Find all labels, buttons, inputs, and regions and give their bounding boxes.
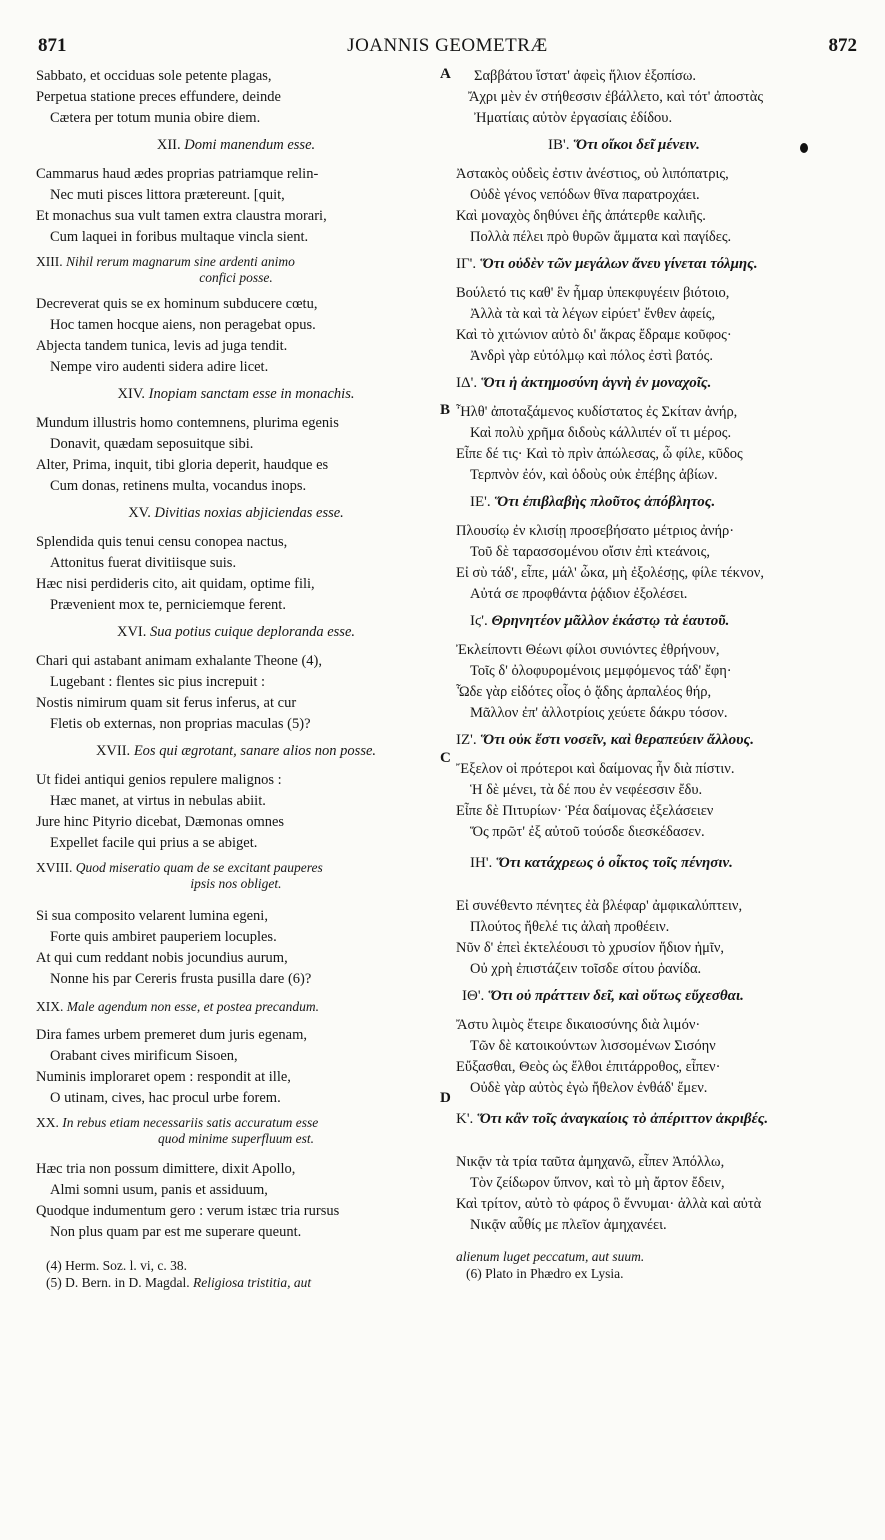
verse-line: Si sua composito velarent lumina egeni,	[36, 908, 268, 924]
greek-epigram	[456, 521, 866, 605]
verse-line: Hæc nisi perdideris cito, ait quidam, optime fili,	[36, 576, 315, 592]
verse-line: Perpetua statione preces effundere, deinde	[36, 89, 281, 105]
greek-epigram	[456, 759, 866, 843]
verse-line: Sabbato, et occiduas sole petente plagas,	[36, 68, 272, 84]
verse-line: Cætera per totum munia obire diem.	[50, 110, 261, 126]
verse-line: Cum donas, retinens multa, vocandus inops.	[50, 478, 307, 494]
latin-epigram	[36, 906, 436, 990]
latin-epigram	[36, 164, 436, 248]
verse-line: Ἡ δὲ μένει, τὰ δέ που ἐν νεφέεσσιν ἔδυ.	[470, 782, 703, 798]
margin-marker-a: A	[440, 66, 451, 82]
verse-line: Ἄχρι μὲν ἐν στήθεσσιν ἐβάλλετο, καὶ τότ' ἀποστὰς	[468, 89, 764, 105]
verse-line: Τοῦ δὲ ταρασσομένου οἴσιν ἐπὶ κτεάνοις,	[470, 544, 710, 560]
page-header	[38, 35, 857, 59]
section-heading: XIX. Male agendum non esse, et postea precandum.	[36, 999, 319, 1014]
verse-line: Ἐκλείποντι Θέωνι φίλοι συνιόντες ἐθρήνουν,	[456, 642, 720, 658]
section-heading: ΙΘ'. Ὅτι οὐ πράττειν δεῖ, καὶ οὕτως εὔχεσθαι.	[462, 988, 744, 1004]
verse-line: Ut fidei antiqui genios repulere malignos :	[36, 772, 282, 788]
verse-line: Forte quis ambiret pauperiem locuples.	[50, 929, 277, 945]
section-heading: XIII. Nihil rerum magnarum sine ardenti animo confici posse.	[36, 254, 295, 285]
verse-line: Εἶπε δέ τις· Καὶ τὸ πρὶν ἀπώλεσας, ὦ φίλε, κῦδος	[456, 446, 743, 462]
verse-line: Hæc tria non possum dimittere, dixit Apollo,	[36, 1161, 296, 1177]
greek-epigram	[456, 402, 866, 486]
footnote: (5) D. Bern. in D. Magdal. Religiosa tristitia, aut	[46, 1275, 312, 1290]
verse-line: Orabant cives mirificum Sisoen,	[50, 1048, 238, 1064]
greek-column	[456, 66, 866, 1282]
latin-epigram	[36, 1159, 436, 1243]
latin-epigram	[36, 1025, 436, 1109]
verse-line: Καὶ μοναχὸς δηθύνει ἐῆς ἀπάτερθε καλιῆς.	[456, 208, 706, 224]
section-heading: XX. In rebus etiam necessariis satis accuratum esse quod minime superfluum est.	[36, 1115, 319, 1146]
verse-line: Hoc tamen hocque aiens, non peragebat opus.	[50, 317, 316, 333]
section-heading: XVI. Sua potius cuique deploranda esse.	[116, 624, 356, 640]
greek-intro	[456, 66, 866, 129]
running-title: JOANNIS GEOMETRÆ	[347, 35, 548, 56]
verse-line: Numinis imploraret opem : respondit at ille,	[36, 1069, 291, 1085]
section-heading: ΙΖ'. Ὅτι οὐκ ἔστι νοσεῖν, καὶ θεραπεύειν ἄλλους.	[456, 732, 754, 748]
section-heading: XIV. Inopiam sanctam esse in monachis.	[117, 386, 355, 402]
section-heading: ΙΒ'. Ὅτι οἴκοι δεῖ μένειν.	[548, 137, 700, 153]
verse-line: Alter, Prima, inquit, tibi gloria deperit, haudque es	[36, 457, 329, 473]
verse-line: Τῶν δὲ κατοικούντων λισσομένων Σισόην	[470, 1038, 716, 1054]
greek-epigram	[456, 164, 866, 248]
verse-line: Εἶπε δὲ Πιτυρίων· Ῥέα δαίμονας ἐξελάσειεν	[456, 803, 714, 819]
section-heading: ΙΔ'. Ὅτι ἡ ἀκτημοσύνη ἁγνὴ ἐν μοναχοῖς.	[456, 375, 712, 391]
verse-line: Ἔξελον οἱ πρότεροι καὶ δαίμονας ἦν διὰ πίστιν.	[456, 761, 735, 777]
section-heading: ΙΕ'. Ὅτι ἐπιβλαβὴς πλοῦτος ἀπόβλητος.	[470, 494, 716, 510]
verse-line: Ἀνδρὶ γὰρ εὐτόλμῳ καὶ πόλος ἐστὶ βατός.	[470, 348, 714, 364]
verse-line: Μᾶλλον ἐπ' ἀλλοτρίοις χεύετε δάκρυ τόσον.	[470, 705, 728, 721]
verse-line: Τοῖς δ' ὀλοφυρομένοις μεμφόμενος τάδ' ἔφη·	[470, 663, 732, 679]
verse-line: Dira fames urbem premeret dum juris egenam,	[36, 1027, 307, 1043]
greek-epigram	[456, 283, 866, 367]
verse-line: Οὐδὲ γὰρ αὐτὸς ἐγὼ ἤθελον ἐνθάδ' ἔμεν.	[470, 1080, 708, 1096]
verse-line: Cammarus haud ædes proprias patriamque relin-	[36, 166, 319, 182]
verse-line: Quodque indumentum gero : verum istæc tria rursus	[36, 1203, 340, 1219]
latin-epigram	[36, 770, 436, 854]
footnote: (6) Plato in Phædro ex Lysia.	[466, 1266, 624, 1281]
verse-line: Ἠματίαις αὐτὸν ἐργασίαις ἐδίδου.	[474, 110, 673, 126]
verse-line: Lugebant : flentes sic pius increpuit :	[50, 674, 266, 690]
verse-line: Ὅς πρῶτ' ἐξ αὐτοῦ τούσδε διεσκέδασεν.	[470, 824, 705, 840]
verse-line: Πλούτος ἤθελέ τις ἀλαὴ προθέειν.	[470, 919, 670, 935]
verse-line: Πλουσίῳ ἐν κλισίῃ προσεβήσατο μέτριος ἀνήρ·	[456, 523, 735, 539]
verse-line: Cum laquei in foribus multaque vincla sient.	[50, 229, 309, 245]
verse-line: Hæc manet, at virtus in nebulas abiit.	[50, 793, 266, 809]
verse-line: O utinam, cives, hac procul urbe forem.	[50, 1090, 281, 1106]
verse-line: Nec muti pisces littora prætereunt. [quit,	[50, 187, 285, 203]
section-heading: XVII. Eos qui ægrotant, sanare alios non posse.	[95, 743, 377, 759]
verse-line: Σαββάτου ἵστατ' ἀφεὶς ἥλιον ἐξοπίσω.	[474, 68, 697, 84]
verse-line: Καὶ τρίτον, αὐτὸ τὸ φάρος ὃ ἕννυμαι· ἀλλὰ καὶ αὐτὰ	[456, 1196, 762, 1212]
latin-epigram	[36, 294, 436, 378]
verse-line: Et monachus sua vult tamen extra claustra morari,	[36, 208, 327, 224]
latin-intro	[36, 66, 436, 129]
verse-line: Ἀστακὸς οὐδεὶς ἐστιν ἀνέστιος, οὐ λιπόπατρις,	[456, 166, 729, 182]
verse-line: Non plus quam par est me superare queunt.	[50, 1224, 302, 1240]
verse-line: Καὶ πολὺ χρῆμα διδοὺς κάλλιπέν οἵ τι μέρος.	[470, 425, 732, 441]
verse-line: Ὧδε γὰρ εἰδότες οἷος ὁ ᾅδης ἁρπαλέος θήρ,	[456, 684, 712, 700]
verse-line: At qui cum reddant nobis jocundius aurum,	[36, 950, 288, 966]
section-heading: ΙΓ'. Ὅτι οὐδὲν τῶν μεγάλων ἄνευ γίνεται τόλμης.	[456, 256, 758, 272]
verse-line: Chari qui astabant animam exhalante Theone (4),	[36, 653, 323, 669]
greek-epigram	[456, 1152, 866, 1236]
verse-line: Mundum illustris homo contemnens, plurima egenis	[36, 415, 339, 431]
verse-line: Splendida quis tenui censu conopea nactus,	[36, 534, 288, 550]
verse-line: Οὐδὲ γένος νεπόδων θῖνα παρατροχάει.	[470, 187, 700, 203]
greek-epigram	[456, 896, 866, 980]
verse-line: Πολλὰ πέλει πρὸ θυρῶν ἅμματα καὶ παγίδες.	[470, 229, 732, 245]
margin-marker-c: C	[440, 750, 451, 766]
verse-line: Nostis nimirum quam sit ferus inferus, at cur	[36, 695, 297, 711]
margin-marker-d: D	[440, 1090, 451, 1106]
latin-epigram	[36, 651, 436, 735]
verse-line: Εὔξασθαι, Θεὸς ὡς ἔλθοι ἐπιτάρροθος, εἶπεν·	[456, 1059, 721, 1075]
verse-line: Αὐτά σε προφθάντα ῥᾴδιον ἐξολέσει.	[470, 586, 688, 602]
verse-line: Οὐ χρὴ ἐπιστάζειν τοῖσδε σίτου ῥανίδα.	[470, 961, 702, 977]
verse-line: Βούλετό τις καθ' ἓν ἦμαρ ὑπεκφυγέειν βιότοιο,	[456, 285, 730, 301]
verse-line: Nempe viro audenti sidera adire licet.	[50, 359, 269, 375]
verse-line: Ἦλθ' ἀποταξάμενος κυδίστατος ἐς Σκίταν ἀνήρ,	[456, 404, 738, 420]
verse-line: Καὶ τὸ χιτώνιον αὐτὸ δι' ἄκρας ἔδραμε κοῦφος·	[456, 327, 732, 343]
section-heading: XII. Domi manendum esse.	[156, 137, 316, 153]
section-heading: Ιϛ'. Θρηνητέον μᾶλλον ἑκάστῳ τὰ ἑαυτοῦ.	[470, 613, 730, 629]
verse-line: Τὸν ζείδωρον ὕπνον, καὶ τὸ μὴ ἄρτον ἔδειν,	[470, 1175, 725, 1191]
latin-column	[36, 66, 436, 1291]
latin-footnotes	[36, 1257, 436, 1291]
greek-epigram	[456, 640, 866, 724]
verse-line: Τερπνὸν ἐόν, καὶ ὁδοὺς οὐκ ἐπέβης ἀβίων.	[470, 467, 718, 483]
section-heading: XV. Divitias noxias abjiciendas esse.	[128, 505, 344, 521]
verse-line: Εἰ συνέθεντο πένητες ἐὰ βλέφαρ' ἀμφικαλύπτειν,	[456, 898, 743, 914]
verse-line: Ἀλλὰ τὰ καὶ τὰ λέγων εἰρύετ' ἔνθεν ἀφείς,	[470, 306, 716, 322]
footnote: alienum luget peccatum, aut suum.	[456, 1249, 645, 1264]
verse-line: Νικᾷν τὰ τρία ταῦτα ἀμηχανῶ, εἶπεν Ἀπόλλω,	[456, 1154, 725, 1170]
section-heading: Κ'. Ὅτι κἂν τοῖς ἀναγκαίοις τὸ ἀπέριττον ἀκριβές.	[456, 1111, 769, 1127]
verse-line: Decreverat quis se ex hominum subducere cœtu,	[36, 296, 318, 312]
verse-line: Νῦν δ' ἐπεὶ ἐκτελέουσι τὸ χρυσίον ἥδιον ἡμῖν,	[456, 940, 725, 956]
greek-epigram	[456, 1015, 866, 1099]
verse-line: Abjecta tandem tunica, levis ad juga tendit.	[36, 338, 288, 354]
verse-line: Νικᾷν αὖθίς με πλεῖον ἀμηχανέει.	[470, 1217, 667, 1233]
verse-line: Εἰ σὺ τάδ', εἶπε, μάλ' ὦκα, μὴ ἐξολέσῃς, φίλε τέκνον,	[456, 565, 764, 581]
verse-line: Expellet facile qui prius a se abiget.	[50, 835, 258, 851]
left-page-number: 871	[38, 35, 67, 56]
verse-line: Donavit, quædam seposuitque sibi.	[50, 436, 254, 452]
footnote: (4) Herm. Soz. l. vi, c. 38.	[46, 1258, 187, 1273]
verse-line: Prævenient mox te, perniciemque ferent.	[50, 597, 286, 613]
verse-line: Almi somni usum, panis et assiduum,	[50, 1182, 268, 1198]
latin-epigram	[36, 532, 436, 616]
section-heading: XVIII. Quod miseratio quam de se excitant pauperes ipsis nos obliget.	[36, 860, 323, 891]
greek-footnotes	[456, 1248, 866, 1282]
margin-marker-b: B	[440, 402, 451, 418]
section-heading: ΙΗ'. Ὅτι κατάχρεως ὁ οἶκτος τοῖς πένησιν.	[470, 855, 733, 871]
verse-line: Nonne his par Cereris frusta pusilla dare (6)?	[50, 971, 312, 987]
verse-line: Ἄστυ λιμὸς ἔτειρε δικαιοσύνης διὰ λιμόν·	[456, 1017, 701, 1033]
right-page-number: 872	[828, 35, 857, 56]
verse-line: Jure hinc Pityrio dicebat, Dæmonas omnes	[36, 814, 285, 830]
latin-epigram	[36, 413, 436, 497]
verse-line: Fletis ob externas, non proprias maculas (5)?	[50, 716, 311, 732]
verse-line: Attonitus fuerat divitiisque suis.	[50, 555, 237, 571]
